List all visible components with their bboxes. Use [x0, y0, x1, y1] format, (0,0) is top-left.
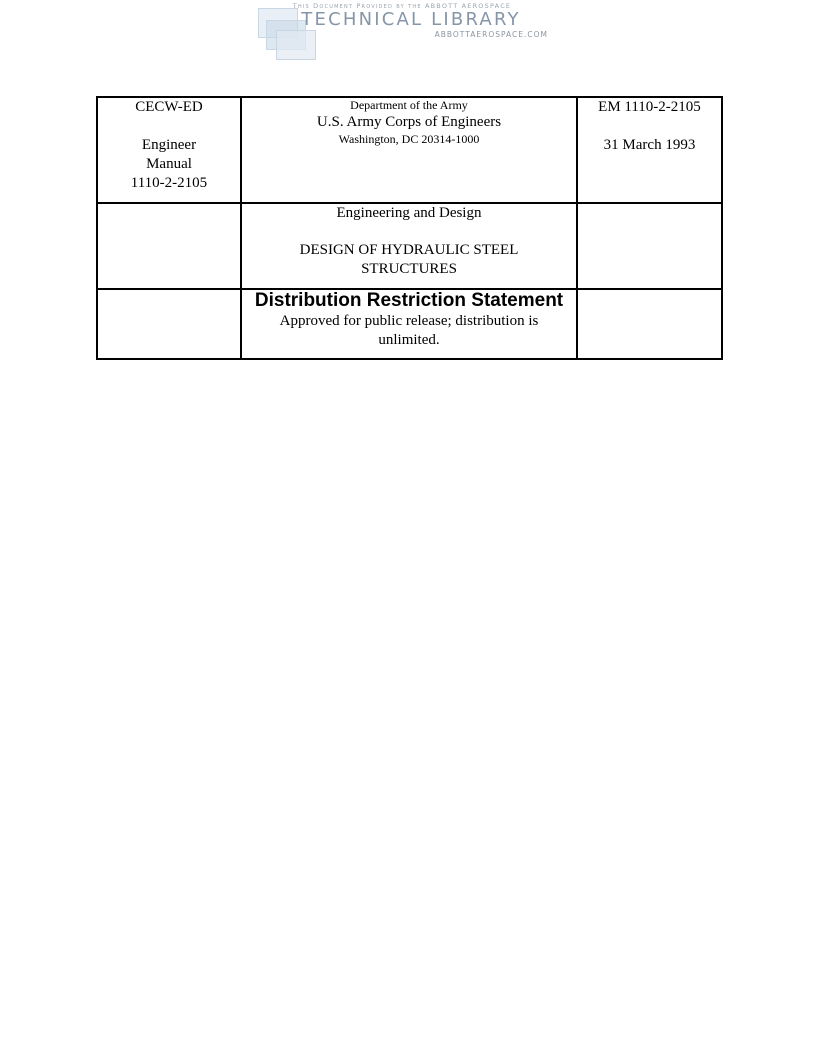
empty-cell: [577, 289, 722, 359]
document-date: 31 March 1993: [603, 137, 696, 153]
manual-label-line1: Engineer: [141, 137, 197, 153]
manual-label-line2: Manual: [146, 156, 192, 172]
watermark-logo-square: [276, 30, 316, 60]
distribution-cell: [241, 289, 577, 359]
empty-cell: [97, 203, 241, 289]
table-row: [97, 97, 722, 203]
agency-address: Washington, DC 20314-1000: [338, 132, 480, 146]
watermark-provided-by: This Document Provided by the ABBOTT AEROSPACE: [292, 2, 512, 10]
subject-title-line1: DESIGN OF HYDRAULIC STEEL: [299, 242, 519, 258]
subject-cell: [241, 203, 577, 289]
agency-cell: [241, 97, 577, 203]
subject-title-line2: STRUCTURES: [361, 261, 457, 277]
distribution-statement: Approved for public release; distribution is unlimited.: [279, 313, 539, 348]
subject-category: Engineering and Design: [336, 205, 482, 221]
agency-name: U.S. Army Corps of Engineers: [316, 114, 502, 130]
department-name: Department of the Army: [350, 98, 468, 112]
table-row: [97, 203, 722, 289]
table-row: [97, 289, 722, 359]
document-header-table: [96, 96, 723, 360]
distribution-heading: Distribution Restriction Statement: [254, 290, 564, 311]
technical-library-watermark: [252, 0, 552, 62]
doc-number-cell: [577, 97, 722, 203]
empty-cell: [97, 289, 241, 359]
office-symbol: CECW-ED: [135, 99, 203, 115]
watermark-title: TECHNICAL LIBRARY: [301, 9, 521, 30]
document-number: EM 1110-2-2105: [598, 99, 701, 115]
manual-number: 1110-2-2105: [130, 175, 208, 191]
watermark-url: ABBOTTAEROSPACE.COM: [434, 30, 548, 39]
empty-cell: [577, 203, 722, 289]
office-symbol-cell: [97, 97, 241, 203]
